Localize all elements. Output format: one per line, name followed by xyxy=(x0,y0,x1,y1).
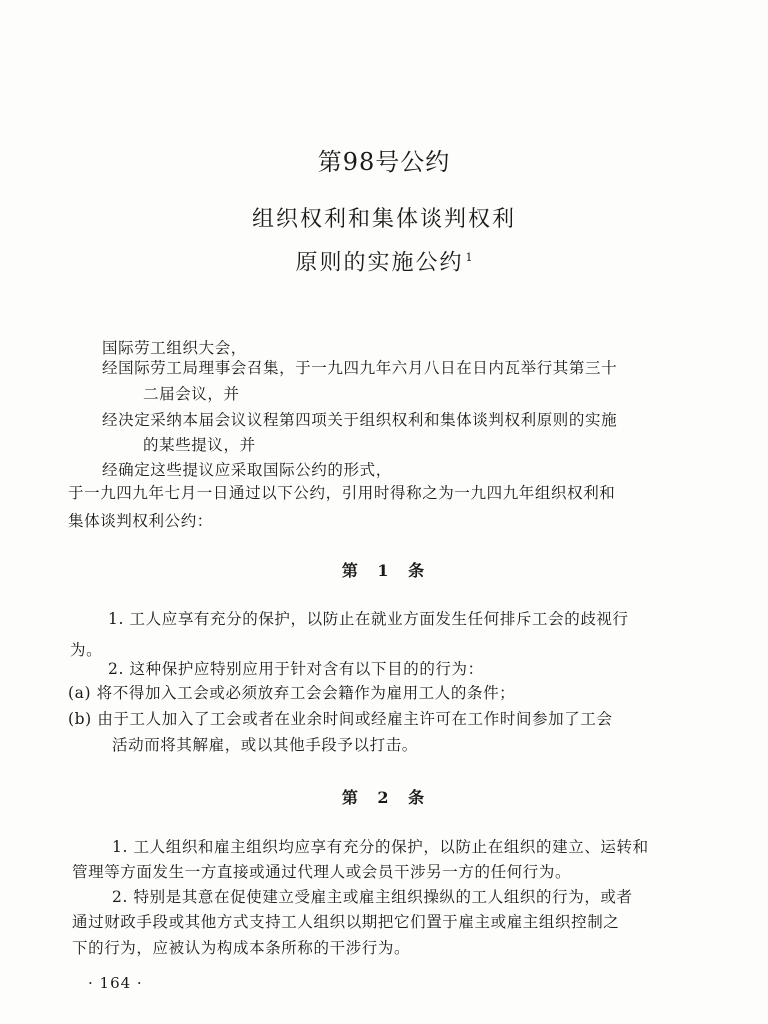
preamble-line: 的某些提议，并 xyxy=(143,436,256,454)
preamble-line: 经确定这些提议应采取国际公约的形式， xyxy=(102,461,392,479)
convention-title: 第98号公约 xyxy=(317,148,451,176)
preamble-line: 国际劳工组织大会， xyxy=(102,339,247,357)
footnote-marker: 1 xyxy=(465,251,473,264)
article-2-line: 下的行为，应被认为构成本条所称的干涉行为。 xyxy=(72,939,411,957)
preamble-line: 经决定采纳本届会议议程第四项关于组织权利和集体谈判权利原则的实施 xyxy=(102,411,618,429)
preamble-line: 二届会议，并 xyxy=(143,385,240,403)
article-2-heading: 第 2 条 xyxy=(341,788,427,807)
article-2-line: 管理等方面发生一方直接或通过代理人或会员干涉另一方的任何行为。 xyxy=(72,863,572,881)
preamble-line: 于一九四九年七月一日通过以下公约，引用时得称之为一九四九年组织权利和 xyxy=(68,484,616,502)
article-1-line: (b) 由于工人加入了工会或者在业余时间或经雇主许可在工作时间参加了工会 xyxy=(68,710,613,728)
page-number: · 164 · xyxy=(88,974,143,992)
article-1-line: (a) 将不得加入工会或必须放弃工会会籍作为雇用工人的条件； xyxy=(68,684,516,702)
convention-subtitle-line1: 组织权利和集体谈判权利 xyxy=(251,207,516,232)
article-1-line: 为。 xyxy=(70,641,103,659)
preamble-line: 集体谈判权利公约： xyxy=(68,512,213,530)
article-1-line: 活动而将其解雇，或以其他手段予以打击。 xyxy=(112,736,418,754)
article-2-line: 通过财政手段或其他方式支持工人组织以期把它们置于雇主或雇主组织控制之 xyxy=(72,913,620,931)
article-2-line: 1. 工人组织和雇主组织均应享有充分的保护，以防止在组织的建立、运转和 xyxy=(112,838,649,856)
article-1-line: 2. 这种保护应特别应用于针对含有以下目的的行为： xyxy=(108,660,484,678)
subtitle-text: 原则的实施公约 xyxy=(295,250,464,276)
preamble-line: 经国际劳工局理事会召集，于一九四九年六月八日在日内瓦举行其第三十 xyxy=(102,359,618,377)
article-2-line: 2. 特别是其意在促使建立受雇主或雇主组织操纵的工人组织的行为，或者 xyxy=(112,888,633,906)
article-1-heading: 第 1 条 xyxy=(341,561,427,580)
article-1-line: 1. 工人应享有充分的保护，以防止在就业方面发生任何排斥工会的歧视行 xyxy=(108,610,629,628)
convention-subtitle-line2 xyxy=(0,252,768,274)
